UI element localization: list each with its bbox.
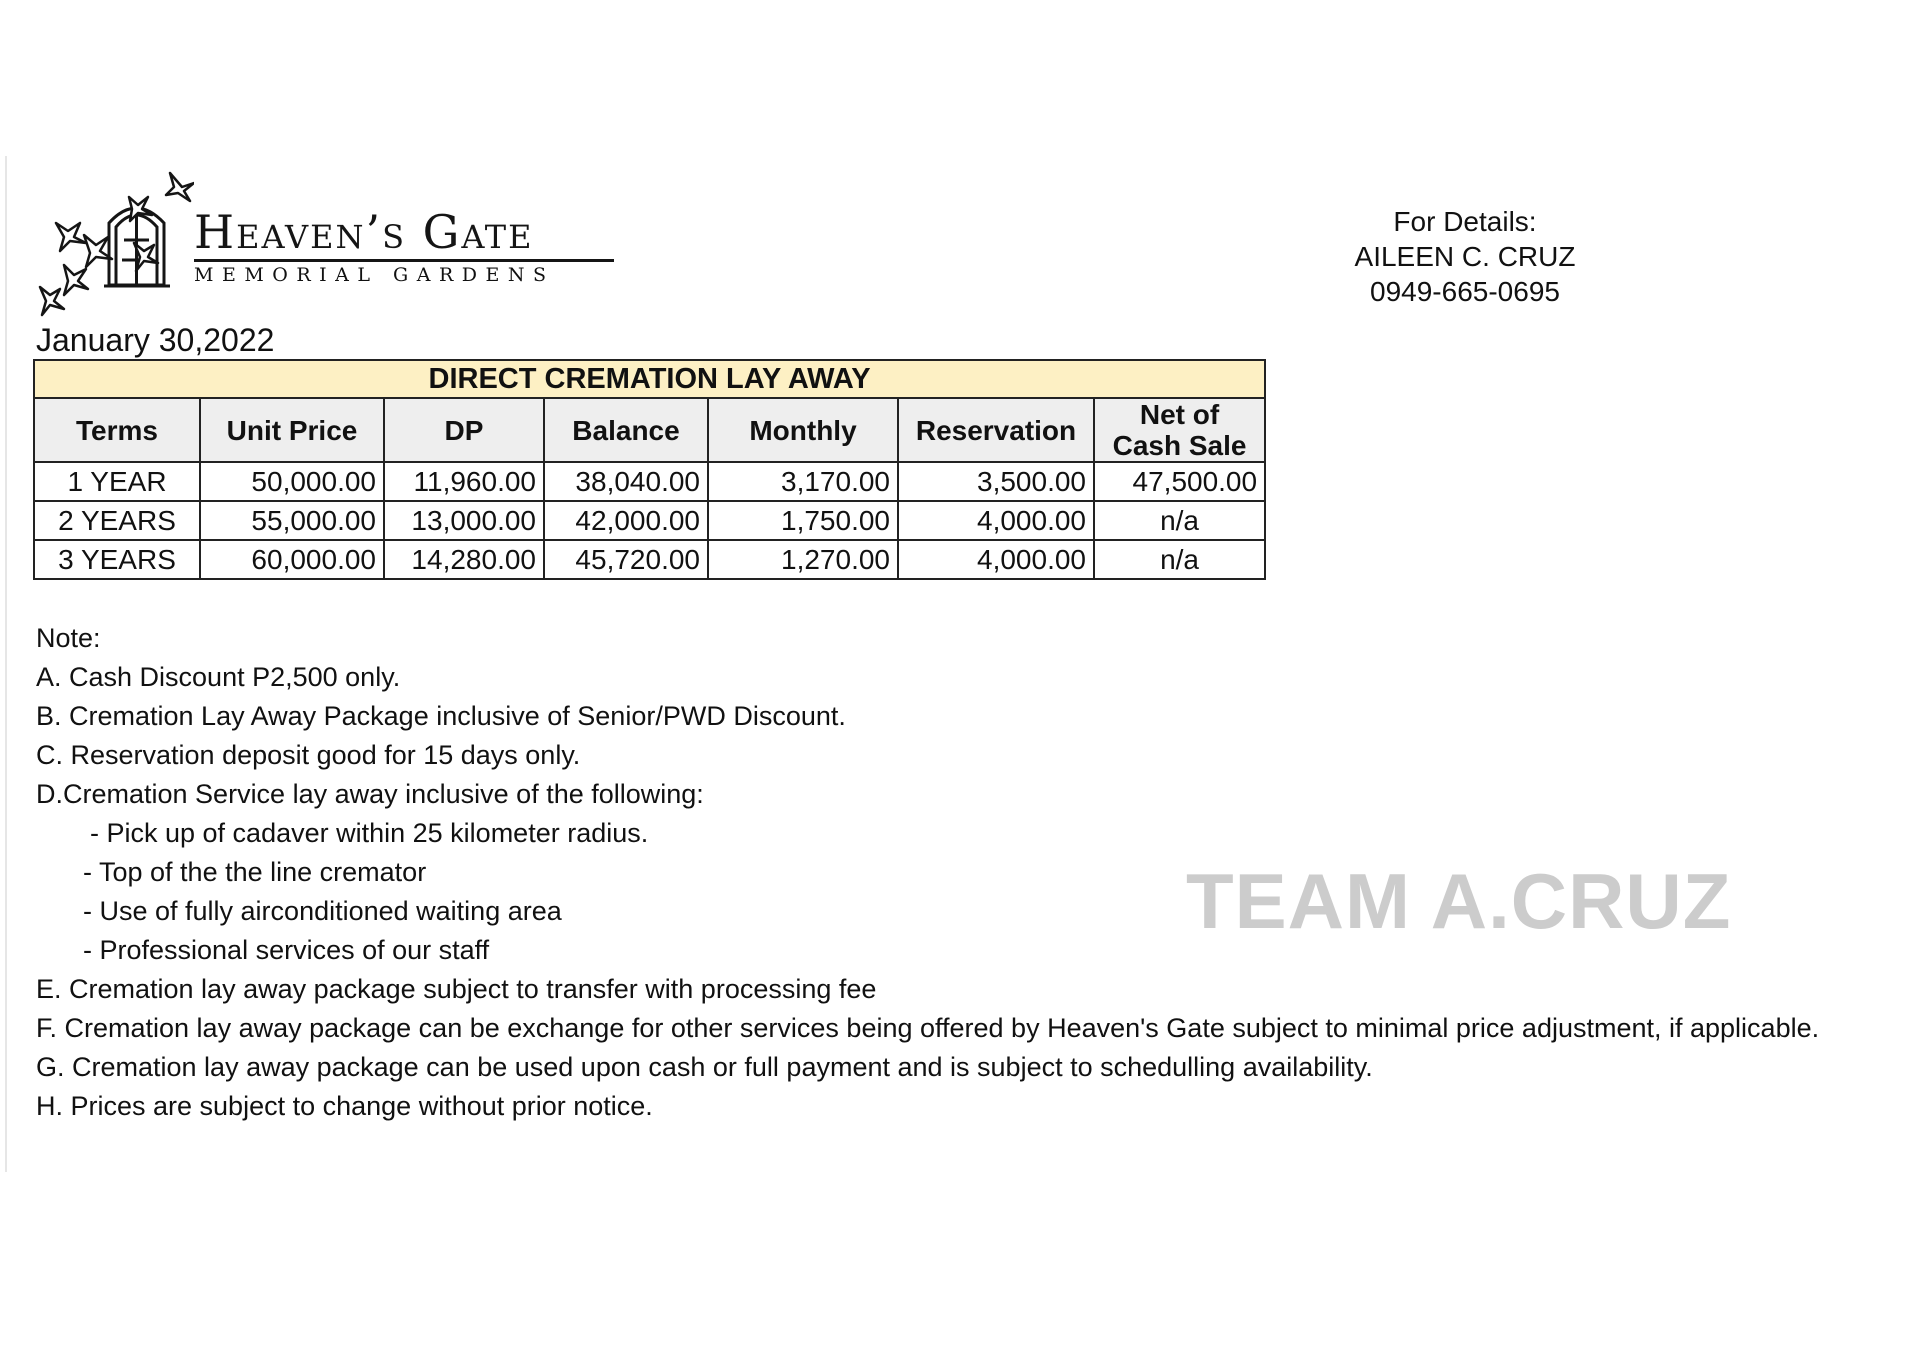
contact-name: AILEEN C. CRUZ [1354,241,1576,272]
table-row [34,540,1265,579]
cremation-price-table [33,359,1266,580]
cell-terms: 1 YEAR [34,462,200,501]
header-monthly: Monthly [708,398,898,462]
cell-monthly: 1,750.00 [708,501,898,540]
cell-dp: 14,280.00 [384,540,544,579]
table-header-row [34,398,1265,462]
cell-unit-price: 55,000.00 [200,501,384,540]
contact-label: For Details: [1393,206,1537,237]
contact-phone[interactable]: 0949-665-0695 [1370,276,1560,307]
cell-balance: 45,720.00 [544,540,708,579]
cell-reservation: 4,000.00 [898,501,1094,540]
header-dp: DP [384,398,544,462]
note-d-item: - Pick up of cadaver within 25 kilometer radius. [90,818,649,848]
header-balance: Balance [544,398,708,462]
logo-subtitle: MEMORIAL GARDENS [194,264,555,286]
logo-title: Heaven’s Gate [194,205,534,259]
note-f: F. Cremation lay away package can be exchange for other services being offered by Heaven's Gate subject to minimal price adjustment, if applicable. [36,1013,1820,1043]
note-c: C. Reservation deposit good for 15 days only. [36,740,581,770]
cell-terms: 2 YEARS [34,501,200,540]
notes-heading: Note: [36,623,101,653]
cell-net-of-cash-sale: n/a [1094,501,1265,540]
cell-monthly: 3,170.00 [708,462,898,501]
cell-dp: 13,000.00 [384,501,544,540]
cell-reservation: 3,500.00 [898,462,1094,501]
document-date: January 30,2022 [36,322,275,358]
note-a: A. Cash Discount P2,500 only. [36,662,401,692]
cell-net-of-cash-sale: n/a [1094,540,1265,579]
note-d-item: - Use of fully airconditioned waiting area [83,896,562,926]
header-terms: Terms [34,398,200,462]
gate-doves-icon [34,165,194,325]
note-d-item: - Top of the the line cremator [83,857,427,887]
table-row [34,501,1265,540]
cell-unit-price: 50,000.00 [200,462,384,501]
logo-divider [194,259,614,262]
heavens-gate-logo [34,165,594,325]
cell-balance: 42,000.00 [544,501,708,540]
page-left-border [5,156,7,1172]
cell-monthly: 1,270.00 [708,540,898,579]
note-d: D.Cremation Service lay away inclusive of the following: [36,779,704,809]
cell-unit-price: 60,000.00 [200,540,384,579]
note-d-item: - Professional services of our staff [83,935,490,965]
note-g: G. Cremation lay away package can be used upon cash or full payment and is subject to schedulling availability. [36,1052,1373,1082]
cell-dp: 11,960.00 [384,462,544,501]
cell-balance: 38,040.00 [544,462,708,501]
table-row [34,462,1265,501]
header-net-of-cash-sale: Net of Cash Sale [1094,398,1265,462]
team-watermark: TEAM A.CRUZ [1186,857,1732,945]
cell-reservation: 4,000.00 [898,540,1094,579]
header-reservation: Reservation [898,398,1094,462]
header-unit-price: Unit Price [200,398,384,462]
cell-terms: 3 YEARS [34,540,200,579]
note-h: H. Prices are subject to change without prior notice. [36,1091,653,1121]
note-e: E. Cremation lay away package subject to transfer with processing fee [36,974,877,1004]
table-title: DIRECT CREMATION LAY AWAY [34,360,1265,398]
contact-block [1320,204,1610,309]
cell-net-of-cash-sale: 47,500.00 [1094,462,1265,501]
note-b: B. Cremation Lay Away Package inclusive of Senior/PWD Discount. [36,701,846,731]
